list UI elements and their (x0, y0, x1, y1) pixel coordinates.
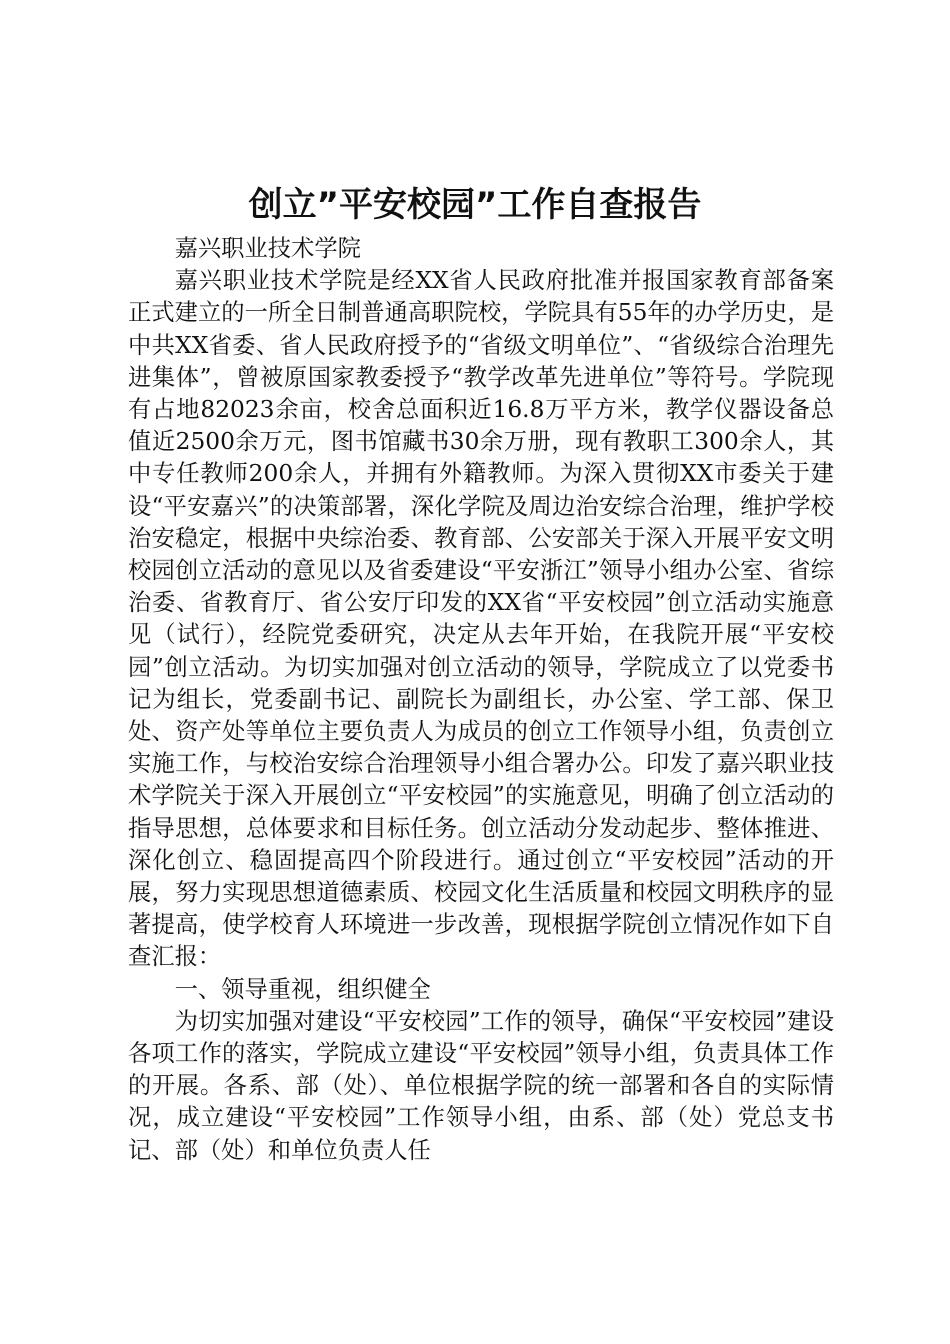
section-paragraph: 为切实加强对建设“平安校园”工作的领导，确保“平安校园”建设各项工作的落实，学院成立建设“平安校园”领导小组，负责具体工作的开展。各系、部（处）、单位根据学院的统一部署和各自的实际情况，成立建设“平安校园”工作领导小组，由系、部（处）党总支书记、部（处）和单位负责人任 (128, 1007, 834, 1164)
intro-paragraph: 嘉兴职业技术学院是经XX省人民政府批准并报国家教育部备案正式建立的一所全日制普通高职院校，学院具有55年的办学历史，是中共XX省委、省人民政府授予的“省级文明单位”、“省级综合治理先进集体”，曾被原国家教委授予“教学改革先进单位”等符号。学院现有占地82023余亩，校舍总面积近16.8万平方米，教学仪器设备总值近2500余万元，图书馆藏书30余万册，现有教职工300余人，其中专任教师200余人，并拥有外籍教师。为深入贯彻XX市委关于建设“平安嘉兴”的决策部署，深化学院及周边治安综合治理，维护学校治安稳定，根据中央综治委、教育部、公安部关于深入开展平安文明校园创立活动的意见以及省委建设“平安浙江”领导小组办公室、省综治委、省教育厅、省公安厅印发的XX省“平安校园”创立活动实施意见（试行），经院党委研究，决定从去年开始，在我院开展“平安校园”创立活动。为切实加强对创立活动的领导，学院成立了以党委书记为组长，党委副书记、副院长为副组长，办公室、学工部、保卫处、资产处等单位主要负责人为成员的创立工作领导小组，负责创立实施工作，与校治安综合治理领导小组合署办公。印发了嘉兴职业技术学院关于深入开展创立“平安校园”的实施意见，明确了创立活动的指导思想，总体要求和目标任务。创立活动分发动起步、整体推进、深化创立、稳固提高四个阶段进行。通过创立“平安校园”活动的开展，努力实现思想道德素质、校园文化生活质量和校园文明秩序的显著提高，使学校育人环境进一步改善，现根据学院创立情况作如下自查汇报： (128, 267, 834, 971)
document-body (128, 233, 834, 1167)
section-heading: 一、领导重视，组织健全 (174, 975, 431, 1003)
author-line: 嘉兴职业技术学院 (174, 235, 361, 262)
document-title: 创立”平安校园”工作自查报告 (248, 185, 702, 225)
